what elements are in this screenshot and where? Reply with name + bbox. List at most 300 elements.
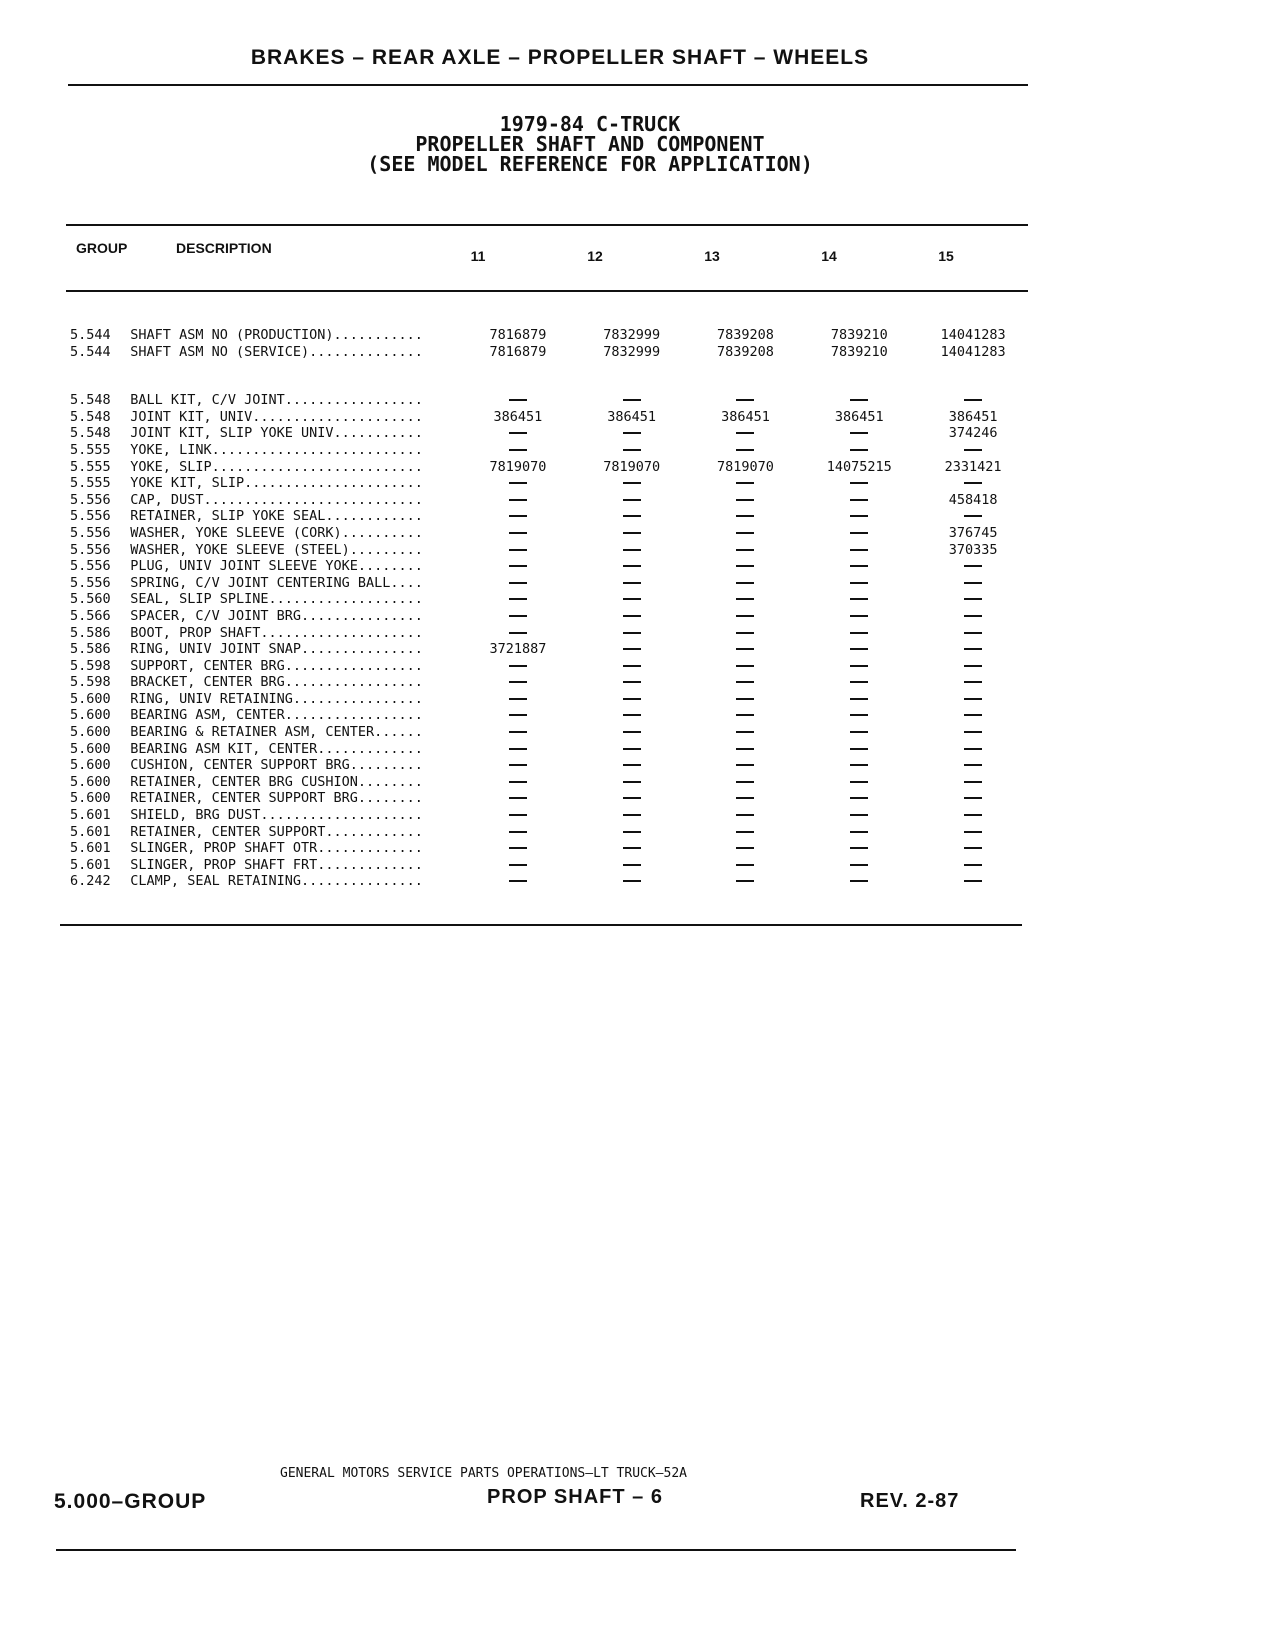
section-title: BRAKES – REAR AXLE – PROPELLER SHAFT – WHEELS: [250, 46, 870, 69]
group-cell: 5.600: [70, 690, 111, 707]
dash-mark: [623, 714, 641, 716]
description-cell: SHAFT ASM NO (SERVICE)..............: [130, 343, 423, 360]
description-cell: JOINT KIT, SLIP YOKE UNIV...........: [130, 425, 423, 442]
part-number-cell: 14041283: [940, 327, 1006, 343]
dash-mark: [736, 681, 754, 683]
part-number-cell: 14075215: [826, 458, 892, 475]
not-applicable-dash: [802, 442, 916, 459]
dash-mark: [623, 831, 641, 833]
table-row: [70, 608, 1030, 625]
group-cell: 5.556: [70, 524, 111, 541]
table-row: [70, 790, 1030, 807]
dash-mark: [964, 814, 982, 816]
model-header-15: 15: [938, 248, 954, 264]
header-rule: [68, 84, 1028, 86]
dash-mark: [736, 797, 754, 799]
not-applicable-dash: [575, 707, 689, 724]
part-number-cell: 386451: [607, 408, 657, 425]
not-applicable-dash: [575, 757, 689, 774]
not-applicable-dash: [916, 442, 1030, 459]
part-number-cell: 386451: [834, 408, 884, 425]
description-cell: RETAINER, CENTER BRG CUSHION........: [130, 773, 423, 790]
dash-mark: [964, 731, 982, 733]
table-row: [70, 873, 1030, 890]
not-applicable-dash: [916, 691, 1030, 708]
dash-mark: [623, 797, 641, 799]
group-cell: 5.556: [70, 558, 111, 575]
not-applicable-dash: [461, 674, 575, 691]
dash-mark: [509, 399, 527, 401]
dash-mark: [850, 632, 868, 634]
dash-mark: [964, 847, 982, 849]
not-applicable-dash: [802, 591, 916, 608]
table-row: [70, 542, 1030, 559]
description-column-header: DESCRIPTION: [176, 240, 272, 256]
dash-mark: [509, 731, 527, 733]
not-applicable-dash: [689, 774, 803, 791]
not-applicable-dash: [689, 674, 803, 691]
part-number-cell: 374246: [948, 425, 998, 442]
description-cell: PLUG, UNIV JOINT SLEEVE YOKE........: [130, 558, 423, 575]
dash-mark: [850, 748, 868, 750]
not-applicable-dash: [689, 542, 803, 559]
not-applicable-dash: [689, 608, 803, 625]
table-row: [70, 392, 1030, 409]
not-applicable-dash: [575, 558, 689, 575]
not-applicable-dash: [575, 674, 689, 691]
not-applicable-dash: [575, 508, 689, 525]
dash-mark: [623, 482, 641, 484]
dash-mark: [964, 449, 982, 451]
not-applicable-dash: [461, 492, 575, 509]
part-number-cell: 7839210: [830, 343, 888, 360]
not-applicable-dash: [802, 840, 916, 857]
dash-mark: [850, 549, 868, 551]
description-cell: YOKE, SLIP..........................: [130, 458, 423, 475]
not-applicable-dash: [689, 824, 803, 841]
not-applicable-dash: [802, 824, 916, 841]
dash-mark: [623, 598, 641, 600]
not-applicable-dash: [575, 492, 689, 509]
dash-mark: [964, 565, 982, 567]
description-cell: YOKE, LINK..........................: [130, 441, 423, 458]
not-applicable-dash: [461, 873, 575, 890]
not-applicable-dash: [802, 724, 916, 741]
dash-mark: [736, 764, 754, 766]
group-cell: 5.601: [70, 807, 111, 824]
dash-mark: [509, 665, 527, 667]
not-applicable-dash: [916, 873, 1030, 890]
table-row: [70, 641, 1030, 658]
dash-mark: [850, 582, 868, 584]
dash-mark: [623, 864, 641, 866]
dash-mark: [736, 648, 754, 650]
dash-mark: [964, 880, 982, 882]
not-applicable-dash: [689, 442, 803, 459]
dash-mark: [850, 714, 868, 716]
not-applicable-dash: [689, 492, 803, 509]
group-cell: 5.601: [70, 840, 111, 857]
not-applicable-dash: [575, 591, 689, 608]
dash-mark: [964, 632, 982, 634]
not-applicable-dash: [916, 857, 1030, 874]
model-header-12: 12: [587, 248, 603, 264]
not-applicable-dash: [689, 790, 803, 807]
dash-mark: [509, 847, 527, 849]
dash-mark: [509, 831, 527, 833]
part-number-cell: 386451: [948, 408, 998, 425]
not-applicable-dash: [461, 691, 575, 708]
dash-mark: [623, 565, 641, 567]
not-applicable-dash: [689, 558, 803, 575]
not-applicable-dash: [802, 525, 916, 542]
not-applicable-dash: [689, 724, 803, 741]
dash-mark: [736, 532, 754, 534]
dash-mark: [850, 432, 868, 434]
description-cell: SEAL, SLIP SPLINE...................: [130, 591, 423, 608]
dash-mark: [509, 748, 527, 750]
title-line-3: (SEE MODEL REFERENCE FOR APPLICATION): [367, 152, 813, 176]
group-cell: 5.601: [70, 856, 111, 873]
dash-mark: [509, 781, 527, 783]
dash-mark: [850, 665, 868, 667]
dash-mark: [850, 598, 868, 600]
not-applicable-dash: [575, 691, 689, 708]
dash-mark: [623, 432, 641, 434]
not-applicable-dash: [916, 724, 1030, 741]
dash-mark: [850, 449, 868, 451]
dash-mark: [509, 582, 527, 584]
description-cell: SLINGER, PROP SHAFT OTR.............: [130, 840, 423, 857]
part-number-cell: 7816879: [489, 343, 547, 360]
not-applicable-dash: [689, 508, 803, 525]
dash-mark: [623, 847, 641, 849]
not-applicable-dash: [916, 475, 1030, 492]
dash-mark: [736, 615, 754, 617]
not-applicable-dash: [689, 641, 803, 658]
dash-mark: [623, 582, 641, 584]
not-applicable-dash: [689, 525, 803, 542]
dash-mark: [736, 880, 754, 882]
not-applicable-dash: [689, 807, 803, 824]
dash-mark: [964, 781, 982, 783]
dash-mark: [850, 731, 868, 733]
not-applicable-dash: [802, 790, 916, 807]
table-row: [70, 591, 1030, 608]
part-number-cell: 3721887: [489, 641, 547, 658]
dash-mark: [850, 797, 868, 799]
table-row: [70, 442, 1030, 459]
description-cell: SHAFT ASM NO (PRODUCTION)...........: [130, 327, 423, 343]
not-applicable-dash: [689, 857, 803, 874]
publisher-line: GENERAL MOTORS SERVICE PARTS OPERATIONS—LT TRUCK—52A: [280, 1466, 687, 1481]
not-applicable-dash: [802, 707, 916, 724]
not-applicable-dash: [802, 674, 916, 691]
not-applicable-dash: [461, 840, 575, 857]
dash-mark: [623, 764, 641, 766]
dash-mark: [736, 781, 754, 783]
not-applicable-dash: [575, 840, 689, 857]
group-cell: 5.600: [70, 707, 111, 724]
part-number-cell: 7832999: [603, 327, 661, 343]
not-applicable-dash: [916, 558, 1030, 575]
not-applicable-dash: [575, 807, 689, 824]
not-applicable-dash: [802, 625, 916, 642]
dash-mark: [964, 665, 982, 667]
dash-mark: [736, 714, 754, 716]
not-applicable-dash: [575, 475, 689, 492]
not-applicable-dash: [916, 625, 1030, 642]
not-applicable-dash: [689, 691, 803, 708]
not-applicable-dash: [575, 790, 689, 807]
not-applicable-dash: [575, 442, 689, 459]
not-applicable-dash: [575, 641, 689, 658]
not-applicable-dash: [802, 774, 916, 791]
part-number-cell: 7819070: [603, 458, 661, 475]
not-applicable-dash: [916, 575, 1030, 592]
description-cell: RETAINER, CENTER SUPPORT BRG........: [130, 790, 423, 807]
dash-mark: [736, 515, 754, 517]
dash-mark: [509, 482, 527, 484]
dash-mark: [964, 764, 982, 766]
not-applicable-dash: [461, 558, 575, 575]
not-applicable-dash: [802, 873, 916, 890]
dash-mark: [850, 499, 868, 501]
dash-mark: [850, 781, 868, 783]
description-cell: WASHER, YOKE SLEEVE (CORK)..........: [130, 524, 423, 541]
dash-mark: [964, 748, 982, 750]
dash-mark: [509, 499, 527, 501]
not-applicable-dash: [916, 790, 1030, 807]
table-row: [70, 558, 1030, 575]
not-applicable-dash: [916, 840, 1030, 857]
table-row: [70, 344, 1030, 361]
not-applicable-dash: [575, 658, 689, 675]
not-applicable-dash: [802, 575, 916, 592]
table-row: [70, 807, 1030, 824]
group-cell: 5.598: [70, 657, 111, 674]
description-cell: SLINGER, PROP SHAFT FRT.............: [130, 856, 423, 873]
description-cell: BRACKET, CENTER BRG.................: [130, 674, 423, 691]
not-applicable-dash: [689, 475, 803, 492]
not-applicable-dash: [802, 558, 916, 575]
not-applicable-dash: [689, 707, 803, 724]
not-applicable-dash: [802, 741, 916, 758]
not-applicable-dash: [916, 608, 1030, 625]
dash-mark: [964, 482, 982, 484]
not-applicable-dash: [575, 873, 689, 890]
dash-mark: [736, 632, 754, 634]
not-applicable-dash: [802, 757, 916, 774]
group-cell: 5.601: [70, 823, 111, 840]
table-row: [70, 625, 1030, 642]
dash-mark: [736, 449, 754, 451]
group-cell: 5.544: [70, 343, 111, 360]
not-applicable-dash: [575, 425, 689, 442]
not-applicable-dash: [802, 425, 916, 442]
table-row: [70, 475, 1030, 492]
group-cell: 5.555: [70, 441, 111, 458]
not-applicable-dash: [689, 392, 803, 409]
footer-rule: [56, 1549, 1016, 1551]
dash-mark: [964, 831, 982, 833]
part-number-cell: 7839208: [717, 327, 774, 343]
not-applicable-dash: [461, 608, 575, 625]
part-number-cell: 386451: [493, 408, 543, 425]
dash-mark: [509, 615, 527, 617]
dash-mark: [736, 549, 754, 551]
title-line-1: 1979-84 C-TRUCK: [499, 112, 681, 136]
description-cell: SPRING, C/V JOINT CENTERING BALL....: [130, 574, 423, 591]
not-applicable-dash: [461, 425, 575, 442]
table-header-rule: [66, 290, 1028, 292]
dash-mark: [509, 814, 527, 816]
group-cell: 5.566: [70, 607, 111, 624]
group-cell: 5.548: [70, 392, 111, 409]
dash-mark: [964, 648, 982, 650]
dash-mark: [509, 515, 527, 517]
dash-mark: [623, 499, 641, 501]
part-number-cell: 2331421: [944, 458, 1002, 475]
group-cell: 5.598: [70, 674, 111, 691]
description-cell: RING, UNIV RETAINING................: [130, 690, 423, 707]
description-cell: CLAMP, SEAL RETAINING...............: [130, 873, 423, 890]
part-number-cell: 7819070: [717, 458, 774, 475]
not-applicable-dash: [461, 591, 575, 608]
table-row: [70, 658, 1030, 675]
dash-mark: [623, 665, 641, 667]
group-cell: 5.586: [70, 641, 111, 658]
not-applicable-dash: [689, 658, 803, 675]
not-applicable-dash: [575, 774, 689, 791]
dash-mark: [623, 515, 641, 517]
dash-mark: [509, 598, 527, 600]
not-applicable-dash: [575, 392, 689, 409]
table-row: [70, 525, 1030, 542]
not-applicable-dash: [916, 757, 1030, 774]
description-cell: SHIELD, BRG DUST....................: [130, 807, 423, 824]
not-applicable-dash: [575, 575, 689, 592]
dash-mark: [509, 449, 527, 451]
dash-mark: [623, 615, 641, 617]
group-cell: 5.600: [70, 724, 111, 741]
description-cell: BALL KIT, C/V JOINT.................: [130, 392, 423, 409]
description-cell: RING, UNIV JOINT SNAP...............: [130, 641, 423, 658]
not-applicable-dash: [461, 790, 575, 807]
dash-mark: [509, 681, 527, 683]
not-applicable-dash: [575, 741, 689, 758]
description-cell: CAP, DUST...........................: [130, 491, 423, 508]
page-title: [280, 114, 900, 174]
not-applicable-dash: [461, 707, 575, 724]
dash-mark: [623, 880, 641, 882]
dash-mark: [736, 499, 754, 501]
dash-mark: [964, 515, 982, 517]
not-applicable-dash: [575, 525, 689, 542]
not-applicable-dash: [802, 807, 916, 824]
not-applicable-dash: [916, 392, 1030, 409]
part-number-cell: 7816879: [489, 327, 547, 343]
not-applicable-dash: [461, 625, 575, 642]
description-cell: BOOT, PROP SHAFT....................: [130, 624, 423, 641]
not-applicable-dash: [802, 608, 916, 625]
description-cell: JOINT KIT, UNIV.....................: [130, 408, 423, 425]
table-row: [70, 409, 1030, 426]
part-number-cell: 386451: [721, 408, 770, 425]
not-applicable-dash: [802, 857, 916, 874]
dash-mark: [850, 681, 868, 683]
dash-mark: [736, 432, 754, 434]
title-line-2: PROPELLER SHAFT AND COMPONENT: [415, 132, 765, 156]
dash-mark: [623, 632, 641, 634]
dash-mark: [736, 847, 754, 849]
part-number-cell: 7819070: [489, 458, 547, 475]
dash-mark: [736, 582, 754, 584]
dash-mark: [736, 831, 754, 833]
group-cell: 5.548: [70, 408, 111, 425]
group-cell: 5.548: [70, 425, 111, 442]
group-cell: 5.586: [70, 624, 111, 641]
dash-mark: [850, 648, 868, 650]
description-cell: YOKE KIT, SLIP......................: [130, 475, 423, 492]
dash-mark: [964, 598, 982, 600]
not-applicable-dash: [916, 641, 1030, 658]
table-row: [70, 857, 1030, 874]
not-applicable-dash: [802, 392, 916, 409]
dash-mark: [509, 632, 527, 634]
description-cell: BEARING & RETAINER ASM, CENTER......: [130, 724, 423, 741]
table-row: [70, 691, 1030, 708]
dash-mark: [623, 731, 641, 733]
not-applicable-dash: [802, 658, 916, 675]
not-applicable-dash: [461, 525, 575, 542]
dash-mark: [623, 399, 641, 401]
dash-mark: [623, 549, 641, 551]
table-row: [70, 757, 1030, 774]
group-cell: 5.600: [70, 757, 111, 774]
not-applicable-dash: [916, 807, 1030, 824]
dash-mark: [850, 482, 868, 484]
table-row: [70, 774, 1030, 791]
not-applicable-dash: [689, 741, 803, 758]
group-cell: 5.600: [70, 773, 111, 790]
group-cell: 5.556: [70, 574, 111, 591]
description-cell: SUPPORT, CENTER BRG.................: [130, 657, 423, 674]
not-applicable-dash: [461, 757, 575, 774]
not-applicable-dash: [461, 542, 575, 559]
dash-mark: [509, 565, 527, 567]
dash-mark: [964, 864, 982, 866]
not-applicable-dash: [916, 774, 1030, 791]
dash-mark: [964, 615, 982, 617]
part-number-cell: 7839210: [830, 327, 888, 343]
not-applicable-dash: [461, 575, 575, 592]
not-applicable-dash: [689, 625, 803, 642]
not-applicable-dash: [461, 475, 575, 492]
part-number-cell: 376745: [948, 524, 998, 541]
dash-mark: [850, 864, 868, 866]
not-applicable-dash: [916, 707, 1030, 724]
dash-mark: [850, 831, 868, 833]
dash-mark: [850, 847, 868, 849]
not-applicable-dash: [689, 591, 803, 608]
part-number-cell: 458418: [948, 491, 998, 508]
not-applicable-dash: [575, 857, 689, 874]
not-applicable-dash: [916, 658, 1030, 675]
group-column-header: GROUP: [76, 240, 128, 256]
part-number-cell: 370335: [948, 541, 998, 558]
not-applicable-dash: [689, 873, 803, 890]
